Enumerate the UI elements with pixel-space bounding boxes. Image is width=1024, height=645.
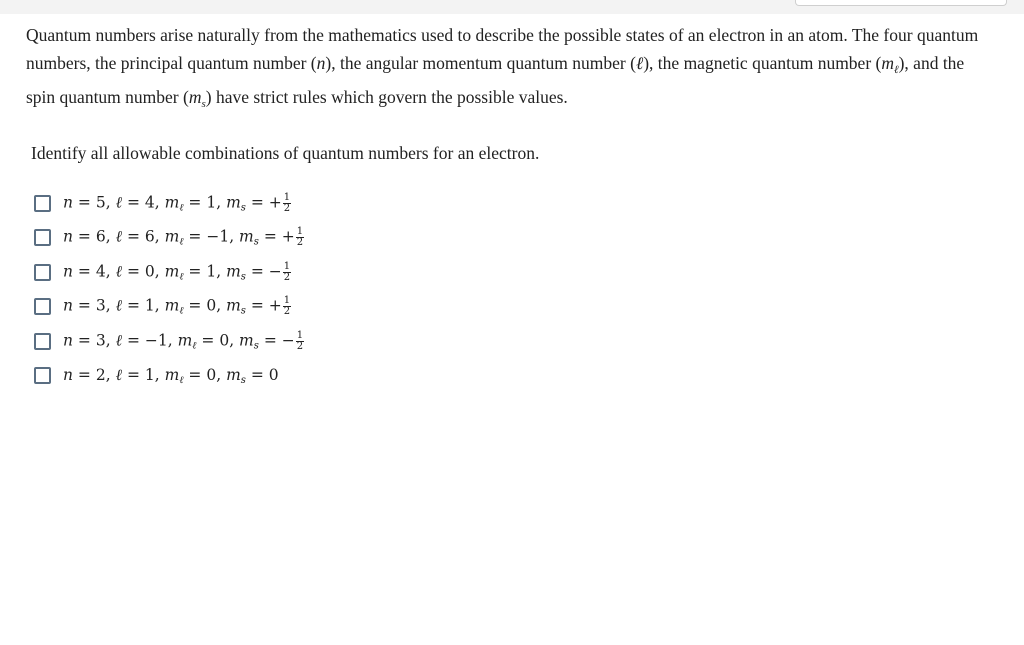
fraction-one-half: $\frac{1}{2}$	[283, 295, 291, 318]
answer-option-2[interactable]	[34, 221, 304, 256]
answer-option-5[interactable]	[34, 324, 304, 359]
fraction-one-half: $\frac{1}{2}$	[283, 260, 291, 283]
option-label-4: n = 3, ℓ = 1, mℓ = 0, ms = + $\frac{1}{2}$	[63, 295, 291, 318]
checkbox-5[interactable]	[34, 333, 51, 350]
option-label-6: n = 2, ℓ = 1, mℓ = 0, ms = 0	[63, 365, 279, 386]
question-prompt: Identify all allowable combinations of quantum numbers for an electron.	[31, 143, 540, 163]
intro-paragraph: Quantum numbers arise naturally from the mathematics used to describe the possible states of an electron in an atom. The four quantum numbers, the principal quantum number (n), the angular momentum quantum number (ℓ), the magnetic quantum number $(m_\ell)$, and the spin quantum number $(m_s)$ have strict rules which govern the possible values.	[26, 25, 979, 110]
fraction-one-half: $\frac{1}{2}$	[283, 191, 291, 214]
checkbox-6[interactable]	[34, 367, 51, 384]
option-label-5: n = 3, ℓ = −1, mℓ = 0, ms = − $\frac{1}{2}$	[63, 329, 304, 352]
answer-options-list	[34, 186, 304, 393]
fraction-one-half: $\frac{1}{2}$	[296, 226, 304, 249]
option-label-1: n = 5, ℓ = 4, mℓ = 1, ms = + $\frac{1}{2}$	[63, 191, 291, 214]
option-label-3: n = 4, ℓ = 0, mℓ = 1, ms = − $\frac{1}{2}$	[63, 260, 291, 283]
option-label-2: n = 6, ℓ = 6, mℓ = −1, ms = + $\frac{1}{2}$	[63, 226, 304, 249]
answer-option-3[interactable]	[34, 255, 304, 290]
answer-option-4[interactable]	[34, 290, 304, 325]
fraction-one-half: $\frac{1}{2}$	[296, 329, 304, 352]
checkbox-3[interactable]	[34, 264, 51, 281]
checkbox-2[interactable]	[34, 229, 51, 246]
top-bar	[0, 0, 1024, 14]
checkbox-4[interactable]	[34, 298, 51, 315]
answer-option-1[interactable]	[34, 186, 304, 221]
top-bar-button[interactable]	[795, 0, 1007, 6]
checkbox-1[interactable]	[34, 195, 51, 212]
answer-option-6[interactable]	[34, 359, 304, 394]
